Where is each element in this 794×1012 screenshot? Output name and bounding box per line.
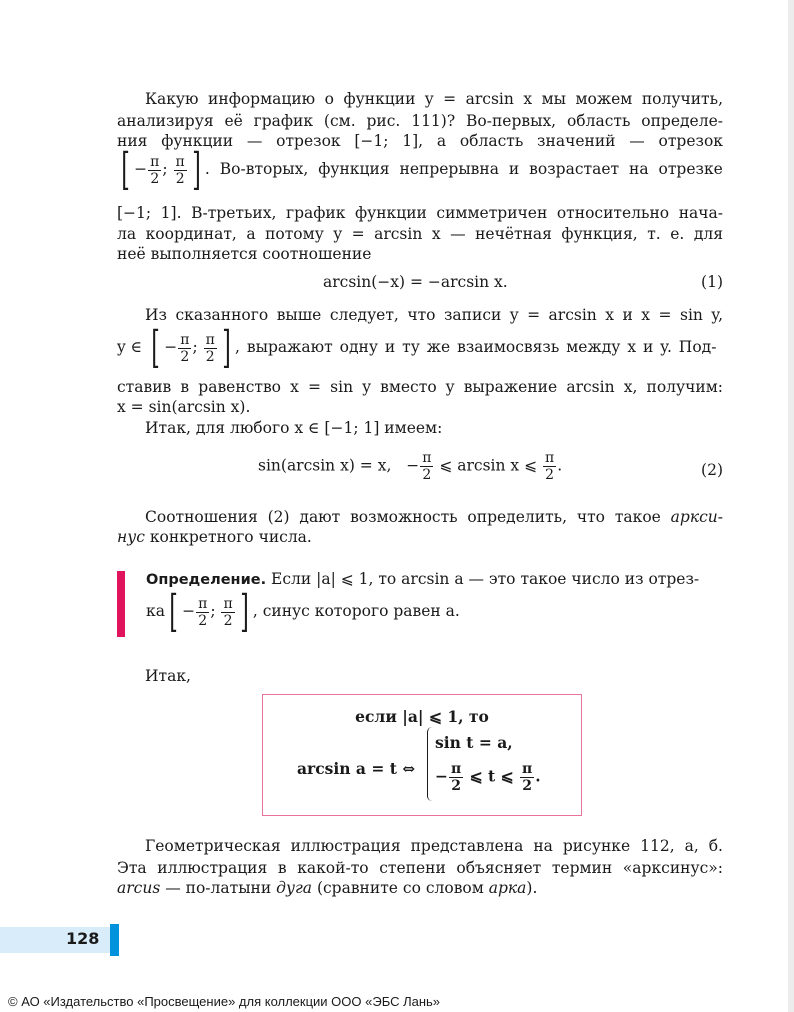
page-number-marker (110, 924, 119, 956)
p1-line-2: анализируя её график (см. рис. 111)? Во-первых, область определе- (117, 112, 723, 130)
itak: Итак, (145, 667, 191, 685)
p1-line-4: [ − $\frac{\pi}{2}$ ; $\frac{\pi}{2}$ ] . Во-вторых, функция непрерывна и возрастает на отрезке (121, 144, 723, 195)
fraction: $\frac{\pi}{2}$ (223, 595, 233, 629)
p1-line-3: ния функции — отрезок [−1; 1], а область значений — отрезок (117, 132, 723, 150)
p5-line-3: arcus — по-латыни дуга (сравните со словом арка). (117, 879, 538, 897)
equation-2: sin(arcsin x) = x, − $\frac{\pi}{2}$ ⩽ arcsin x ⩽ $\frac{\pi}{2}$ . (258, 450, 563, 483)
bracket-left: [ (151, 322, 160, 373)
p1-line-6: ла координат, а потому y = arcsin x — нечётная функция, т. е. для (117, 225, 723, 243)
bracket-left: [ (169, 586, 178, 637)
p2-line-1: Из сказанного выше следует, что записи y = arcsin x и x = sin y, (145, 306, 723, 324)
p4-line-1: Соотношения (2) дают возможность определить, что такое арксu- (145, 508, 723, 526)
p1-line-7: неё выполняется соотношение (117, 245, 372, 263)
p4-line-2: нус конкретного числа. (117, 528, 312, 546)
definition-bar (117, 571, 125, 637)
definition-title: Определение. (146, 572, 267, 588)
bracket-right: ] (192, 144, 201, 195)
page-edge (788, 0, 794, 1012)
fraction: $\frac{\pi}{2}$ (451, 761, 462, 794)
p1-line-1: Какую информацию о функции y = arcsin x мы можем получить, (145, 90, 723, 108)
fraction: $\frac{\pi}{2}$ (180, 331, 190, 365)
bracket-right: ] (222, 322, 231, 373)
p2-line-4: x = sin(arcsin x). (117, 398, 251, 416)
fraction: $\frac{\pi}{2}$ (545, 450, 555, 483)
fraction: $\frac{\pi}{2}$ (522, 761, 533, 794)
p5-line-2: Эта иллюстрация в какой-то степени объясняет термин «арксинус»: (117, 859, 723, 877)
body-text (117, 0, 723, 1012)
box-case-2: − $\frac{\pi}{2}$ ⩽ t ⩽ $\frac{\pi}{2}$ . (435, 761, 541, 794)
definition-line-1: Определение. Если |a| ⩽ 1, то arcsin a — это такое число из отрез- (146, 570, 700, 588)
box-left: arcsin a = t ⇔ (297, 759, 416, 778)
p1-line-5: [−1; 1]. В-третьих, график функции симметричен относительно нача- (117, 204, 723, 222)
system-brace (427, 727, 432, 801)
equation-1: arcsin(−x) = −arcsin x. (323, 273, 508, 291)
p5-line-1: Геометрическая иллюстрация представлена на рисунке 112, а, б. (145, 837, 723, 855)
fraction: $\frac{\pi}{2}$ (150, 153, 160, 187)
equation-1-number: (1) (701, 273, 723, 291)
fraction: $\frac{\pi}{2}$ (422, 450, 432, 483)
copyright-footer: © АО «Издательство «Просвещение» для коллекции ООО «ЭБС Лань» (8, 994, 441, 1009)
definition-line-2: ка[ − $\frac{\pi}{2}$ ; $\frac{\pi}{2}$ ] , синус которого равен a. (146, 586, 460, 637)
p2-line-2: y ∈ [ − $\frac{\pi}{2}$ ; $\frac{\pi}{2}$ ] , выражают одну и ту же взаимосвязь между x и y. Под- (117, 322, 717, 373)
fraction: $\frac{\pi}{2}$ (205, 331, 215, 365)
fraction: $\frac{\pi}{2}$ (198, 595, 208, 629)
equation-2-number: (2) (701, 461, 723, 479)
box-case-1: sin t = a, (435, 733, 513, 752)
p3: Итак, для любого x ∈ [−1; 1] имеем: (145, 419, 443, 437)
bracket-left: [ (121, 144, 130, 195)
bracket-right: ] (239, 586, 249, 637)
arcsin-definition-box (262, 694, 582, 816)
p2-line-3: ставив в равенство x = sin y вместо y выражение arcsin x, получим: (117, 378, 723, 396)
fraction: $\frac{\pi}{2}$ (175, 153, 185, 187)
page-number: 128 (66, 929, 100, 948)
box-condition: если |a| ⩽ 1, то (355, 707, 489, 726)
